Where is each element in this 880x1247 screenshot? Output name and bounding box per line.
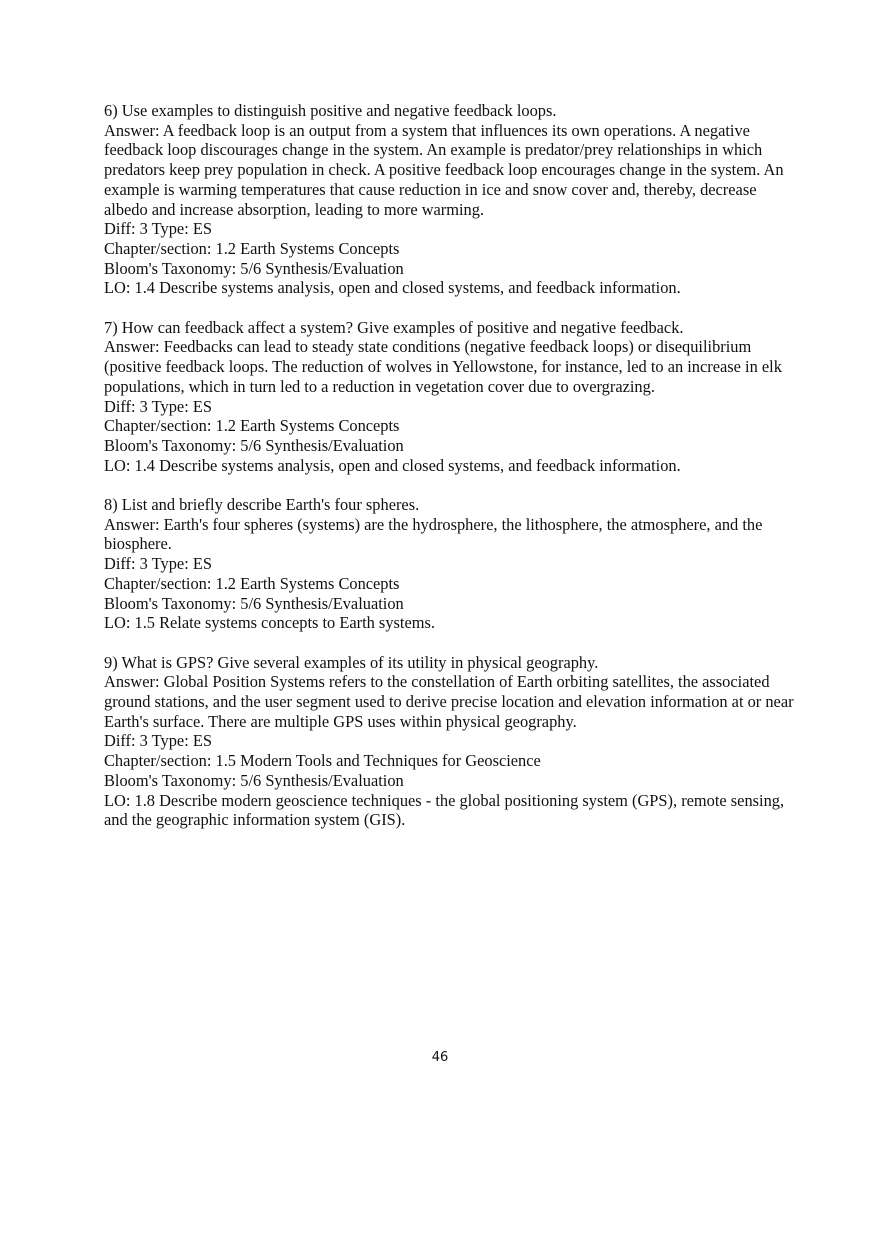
question-lo: LO: 1.5 Relate systems concepts to Earth systems. (104, 613, 435, 633)
question-lo: LO: 1.4 Describe systems analysis, open and closed systems, and feedback information. (104, 455, 681, 475)
question-answer: Answer: Earth's four spheres (systems) are the hydrosphere, the lithosphere, the atmosphere, and the biosphere. (104, 514, 763, 554)
question-chapter: Chapter/section: 1.2 Earth Systems Concepts (104, 416, 400, 436)
question-prompt: 7) How can feedback affect a system? Give examples of positive and negative feedback. (104, 317, 684, 337)
question-difficulty: Diff: 3 Type: ES (104, 554, 212, 574)
question-difficulty: Diff: 3 Type: ES (104, 731, 212, 751)
document-page (104, 101, 794, 850)
question-difficulty: Diff: 3 Type: ES (104, 219, 212, 239)
question-answer: Answer: A feedback loop is an output from a system that influences its own operations. A negative feedback loop discourages change in the system. An example is predator/prey relationships in which predators keep prey population in check. A positive feedback loop encourages change in the system. An example is warming temperatures that cause reduction in ice and snow cover and, thereby, decrease albedo and increase absorption, leading to more warming. (104, 120, 784, 219)
page-number: 46 (431, 1050, 449, 1065)
question-prompt: 8) List and briefly describe Earth's four spheres. (104, 495, 420, 515)
question-block (104, 653, 794, 830)
question-chapter: Chapter/section: 1.5 Modern Tools and Techniques for Geoscience (104, 751, 541, 771)
question-answer: Answer: Feedbacks can lead to steady state conditions (negative feedback loops) or disequilibrium (positive feedback loops. The reduction of wolves in Yellowstone, for instance, led to an increase in elk populations, which in turn led to a reduction in vegetation cover due to overgrazing. (104, 337, 782, 396)
question-block (104, 318, 794, 476)
question-chapter: Chapter/section: 1.2 Earth Systems Concepts (104, 573, 400, 593)
question-bloom: Bloom's Taxonomy: 5/6 Synthesis/Evaluation (104, 770, 404, 790)
question-chapter: Chapter/section: 1.2 Earth Systems Concepts (104, 238, 400, 258)
question-prompt: 9) What is GPS? Give several examples of its utility in physical geography. (104, 652, 599, 672)
question-answer: Answer: Global Position Systems refers to the constellation of Earth orbiting satellites, the associated ground stations, and the user segment used to derive precise location and elevation information at or near Earth's surface. There are multiple GPS uses within physical geography. (104, 672, 794, 731)
question-difficulty: Diff: 3 Type: ES (104, 396, 212, 416)
question-lo: LO: 1.4 Describe systems analysis, open and closed systems, and feedback information. (104, 278, 681, 298)
question-lo: LO: 1.8 Describe modern geoscience techniques - the global positioning system (GPS), remote sensing, and the geographic information system (GIS). (104, 790, 785, 830)
question-bloom: Bloom's Taxonomy: 5/6 Synthesis/Evaluation (104, 593, 404, 613)
question-prompt: 6) Use examples to distinguish positive and negative feedback loops. (104, 101, 557, 120)
question-block (104, 101, 794, 298)
question-bloom: Bloom's Taxonomy: 5/6 Synthesis/Evaluation (104, 435, 404, 455)
question-bloom: Bloom's Taxonomy: 5/6 Synthesis/Evaluation (104, 258, 404, 278)
question-block (104, 495, 794, 633)
